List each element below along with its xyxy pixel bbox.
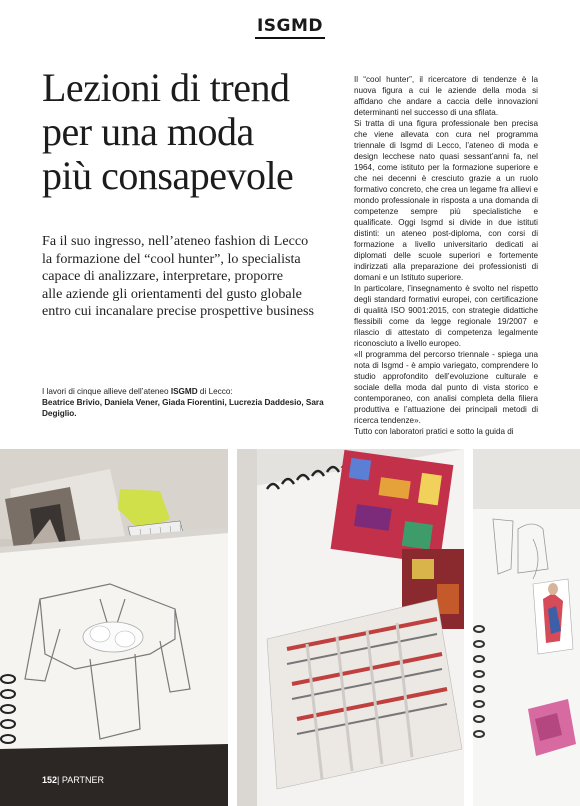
body-paragraph: Tutto con laboratori pratici e sotto la guida di	[354, 427, 514, 436]
article-body	[354, 74, 538, 437]
body-paragraph: Il “cool hunter”, il ricercatore di tendenze è la nuova figura a cui le aziende della moda si affidano che andare a caccia delle innovazioni determinanti nel successo di una sfilata.	[354, 75, 538, 117]
brand-label: ISGMD	[255, 16, 325, 39]
headline-line: più consapevole	[42, 153, 294, 198]
article-headline	[42, 66, 342, 198]
standfirst-line: capace di analizzare, interpretare, proporre	[42, 268, 283, 284]
caption-intro: I lavori di cinque allieve dell’ateneo	[42, 387, 171, 396]
caption-intro-end: di Lecco:	[197, 387, 233, 396]
sketchbook-photo-collage	[237, 449, 464, 806]
photo-strip	[0, 449, 580, 806]
standfirst-line: Fa il suo ingresso, nell’ateneo fashion di Lecco	[42, 233, 309, 249]
page-footer	[42, 775, 104, 785]
body-paragraph: In particolare, l’insegnamento è svolto nel rispetto degli standard formativi europei, con certificazione di qualità ISO 9001:2015, con strategie didattiche flessibili come da legge regionale 19/2007 e rilascio di attestato di competenza legalmente riconosciuto a livello europeo.	[354, 284, 538, 348]
photo-caption	[42, 386, 332, 419]
standfirst-line: entro cui incanalare precise prospettive business	[42, 303, 314, 319]
magazine-section-brand	[0, 16, 580, 36]
sketchbook-collage-image	[237, 449, 464, 806]
caption-brand: ISGMD	[170, 387, 198, 396]
body-paragraph: Si tratta di una figura professionale ben precisa che viene allevata con cura nel programma triennale di Isgmd di Lecco, l’ateneo di moda e design lecchese nato quasi sessant’anni fa, nel 1964, come istituto per la formazione superiore e che nei decenni è cresciuto grazie a un ruolo formativo concreto, che crea un legame fra allievi e mondo professionale in risposta a una domanda di competenze sempre più specialistiche e qualificate. Oggi Isgmd si divide in due istituti distinti: un ateneo post-diploma, con corsi di formazione a livello universitario dedicati ai diplomati delle scuole superiori e fortemente indirizzati alla preparazione dei professionisti di domani e un Istituto superiore.	[354, 119, 538, 282]
sketchbook-photo-figures	[473, 449, 580, 806]
sketchbook-photo-jacket	[0, 449, 228, 806]
magazine-name: | PARTNER	[57, 775, 105, 785]
page-number: 152	[42, 775, 58, 785]
sketchbook-figures-image	[473, 449, 580, 806]
body-paragraph: «Il programma del percorso triennale - spiega una nota di Isgmd - è ampio variegato, comprendere lo studio approfondito dell’evoluzione culturale e sociale della moda dal punto di vista storico e contemporaneo, con analisi completa della filiera produttiva e l’attuazione dei principali metodi di ricerca tendenze».	[354, 350, 538, 425]
sketchbook-jacket-image	[0, 449, 228, 806]
headline-line: per una moda	[42, 109, 254, 154]
caption-names: Beatrice Brivio, Daniela Vener, Giada Fiorentini, Lucrezia Daddesio, Sara Degiglio.	[42, 398, 324, 418]
headline-line: Lezioni di trend	[42, 65, 290, 110]
standfirst-line: la formazione del “cool hunter”, lo specialista	[42, 250, 301, 267]
standfirst-line: alle aziende gli orientamenti del gusto globale	[42, 285, 302, 302]
article-standfirst	[42, 233, 342, 321]
